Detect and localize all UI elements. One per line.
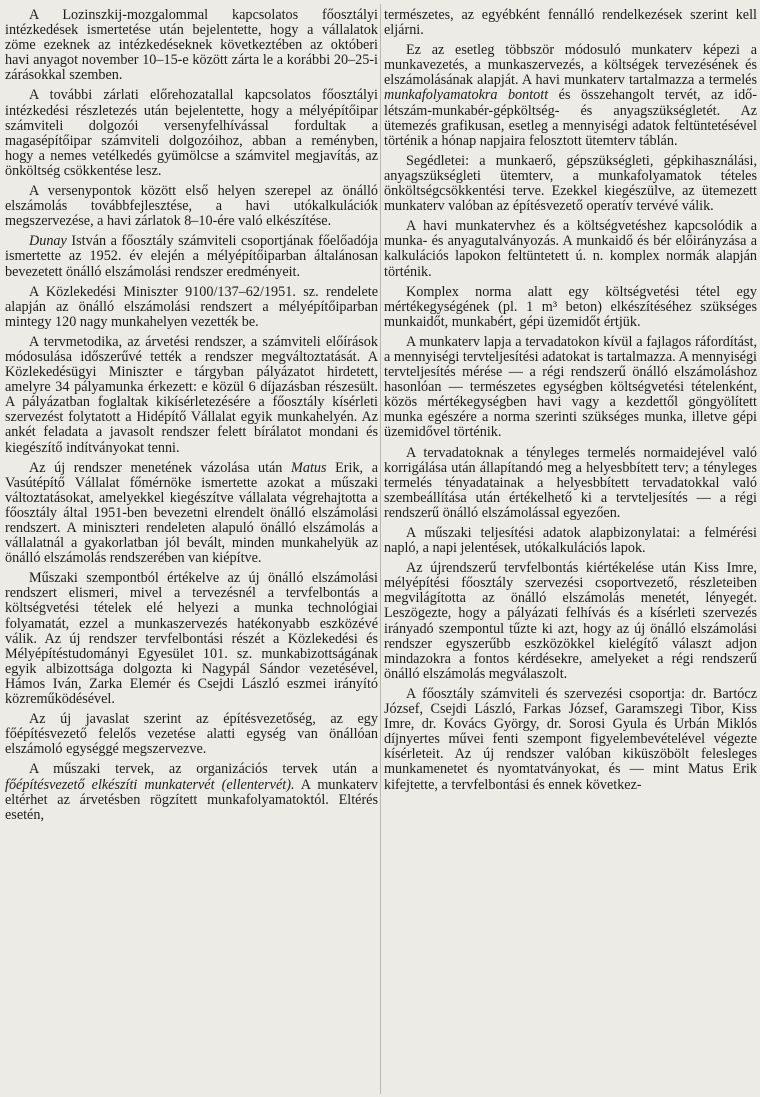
text-run: A további zárlati előrehozatallal kapcsolatos főosztályi intézkedési részletezés után bejelentette, hogy a mélyépítőipar számviteli dolgozói versenyfelhívással fordultak a magasépítőipar számviteli dolgozóihoz, abban a reményben, hogy a nemes vetélkedés gyümölcse a számvitel megjavítás, az önköltség csökkentése lesz. bbox=[5, 87, 378, 179]
paragraph bbox=[5, 461, 378, 567]
paragraph bbox=[5, 184, 378, 229]
text-run: Az új rendszer menetének vázolása után bbox=[29, 459, 292, 476]
text-run: A munkaterv lapja a tervadatokon kívül a fajlagos ráfordítást, a mennyiségi tervteljesítési adatokat is tartalmazza. A mennyiségi tervteljesítés mérése — a régi rendszerű önálló elszámoláshoz hasonlóan — természetes egységben költségvetési tételenként, közös mértékegységben havi vagy a kezdettől göngyölített munka egészére a norma szerinti szükséges munka, illetve gépi üzemidővel történik. bbox=[384, 333, 757, 441]
text-run: István a főosztály számviteli csoportjának főelőadója ismertette az 1952. év elején a mélyépítőiparban általánosan bevezetett önálló elszámolási rendszer eredményeit. bbox=[5, 233, 378, 280]
text-run: Erik, a Vasútépítő Vállalat főmérnöke ismertette azokat a műszaki változtatásokat, amelyekkel kiegészítve vállalata végrehajtotta a főosztály által 1951-ben bevezetni elrendelt önálló elszámolási rendszert. A miniszteri rendeleten alapuló önálló elszámolás a vállalatnál a gyakorlatban jól bevált, minden munkahelyük az önálló elszámolás rendszerében van kiépítve. bbox=[5, 459, 378, 567]
text-run: Komplex norma alatt egy költségvetési tétel egy mértékegységének (pl. 1 m³ beton) elkészítéséhez szükséges munkaidőt, munkabért, gépi üzemidőt értjük. bbox=[384, 283, 757, 330]
left-column bbox=[5, 8, 378, 828]
text-run: természetes, az egyébként fennálló rendelkezések szerint kell eljárni. bbox=[384, 7, 757, 39]
paragraph bbox=[384, 285, 757, 330]
paragraph bbox=[5, 712, 378, 757]
text-run: és összehangolt tervét, az idő-létszám-munkabér-gépköltség- és anyagszükségletét. Az ütemezés grafikusan, esetleg a mennyiségi adatok feltüntetésével történik a hónap napjaira felosztott ütemterv táblán. bbox=[384, 87, 757, 149]
text-run: A műszaki tervek, az organizációs tervek után a bbox=[29, 761, 378, 778]
text-run: Segédletei: a munkaerő, gépszükségleti, gépkihasználási, anyagszükségleti ütemterv, a munkafolyamatok tételes önköltségcsökkentési terve. Ezekkel kiegészülve, az ütemezett munkaterv valóban az építésvezető operatív tervévé válik. bbox=[384, 152, 757, 215]
text-run: A műszaki teljesítési adatok alapbizonylatai: a felmérési napló, a napi jelentések, utókalkulációs lapok. bbox=[384, 525, 757, 557]
text-run: A munkaterv eltérhet az árvetésben rögzített munkafolyamatoktól. Eltérés esetén, bbox=[5, 776, 378, 823]
column-divider bbox=[380, 4, 381, 1094]
paragraph bbox=[384, 154, 757, 214]
paragraph bbox=[384, 687, 757, 793]
paragraph bbox=[384, 219, 757, 279]
italic-text-run: Dunay bbox=[29, 233, 67, 250]
italic-text-run: munkafolyamatokra bontott bbox=[384, 87, 549, 104]
text-run: Az újrendszerű tervfelbontás kiértékelése után Kiss Imre, mélyépítési főosztály szervezési csoportvezető, részleteiben megvilágította az önálló elszámolás menetét, lényegét. Leszögezte, hogy a pályázati felhívás és a kísérleti szervezés irányadó szempontul tűzte ki azt, hogy az új önálló elszámolási rendszer egyszerűbb eszközökkel kielégítő választ adjon mindazokra a fontos kérdésekre, amelyeket a régi rendszerű önálló elszámolás megválaszolt. bbox=[384, 560, 757, 682]
text-run: A tervmetodika, az árvetési rendszer, a számviteli előírások módosulása időszerűvé tették a rendszer megváltoztatását. A Közlekedésügyi Miniszter e tárgyban pályázatot hirdetett, amelyre 34 pályamunka érkezett: e közül 6 díjazásban részesült. A pályázatban foglaltak kikísérletezésére a főosztály kísérleti szervezést folytatott a Hidépítő Vállalat egyik munkahelyén. Az ankét feladata a javasolt rendszer felett bírálatot mondani és kiegészítő indítványokat tenni. bbox=[5, 333, 378, 456]
text-run: A tervadatoknak a tényleges termelés normaidejével való korrigálása után állapítandó meg a helyesbbített terv; a tényleges termelés tényadatainak a helyesbbített tervadatokkal való szembeállítása után értékelhető ki a tervteljesítés — a régi rendszerű önálló elszámolással egyezően. bbox=[384, 444, 757, 521]
paragraph bbox=[384, 43, 757, 149]
paragraph bbox=[384, 526, 757, 556]
paragraph bbox=[5, 762, 378, 822]
text-run: Műszaki szempontból értékelve az új önálló elszámolási rendszert elismeri, mivel a tervezésnél a tervfelbontás a költségvetési tételek elé helyezi a munka technológiai folyamatát, ezzel a munkaszervezés hatékonyabb eszközévé válik. Az új rendszer tervfelbontási részét a Közlekedési és Mélyépítéstudományi Egyesület 101. sz. munkabizottságának egyik albizottsága dolgozta ki Nagypál Sándor vezetésével, Hámos Iván, Zarka Elemér és Csejdi László eszmei irányító közreműködésével. bbox=[5, 570, 378, 708]
paragraph bbox=[384, 561, 757, 682]
text-run: Ez az esetleg többször módosuló munkaterv képezi a munkavezetés, a munkaszervezés, a költségek tervezésének és elszámolásának alapját. A havi munkaterv tartalmazza a termelés bbox=[384, 42, 757, 89]
paragraph bbox=[384, 8, 757, 38]
italic-text-run: főépítésvezető elkészíti munkatervét (ellentervét). bbox=[5, 776, 295, 793]
right-column bbox=[384, 8, 757, 798]
text-run: A Lozinszkij-mozgalommal kapcsolatos főosztályi intézkedések ismertetése után bejelentette, hogy a vállalatok zöme ezeknek az intézkedéseknek következtében az októberi havi anyagot november 10–15-e között zárta le a korábbi 20–25-i zárásokkal szemben. bbox=[5, 7, 378, 84]
paragraph bbox=[5, 571, 378, 707]
text-run: A főosztály számviteli és szervezési csoportja: dr. Bartócz József, Csejdi László, Farkas József, Garamszegi Tibor, Kiss Imre, dr. Kovács György, dr. Sorosi Gyula és Urbán Miklós díjnyertes művei fenti szempont figyelembevételével végezte kísérleteit. Az új rendszer valóban kiküszöbölt felesleges munkamenetet és nyomtatványokat, és — mint Matus Erik kifejtette, a tervfelbontási és ennek következ- bbox=[384, 685, 757, 793]
paragraph bbox=[5, 8, 378, 83]
paragraph bbox=[384, 446, 757, 521]
italic-text-run: Matus bbox=[291, 459, 327, 476]
text-run: A havi munkatervhez és a költségvetéshez kapcsolódik a munka- és anyagutalványozás. A munkaidő és bér előirányzása a kalkulációs lapokon feltüntetett ú. n. komplex normák alapján történik. bbox=[384, 218, 757, 280]
paragraph bbox=[5, 335, 378, 456]
text-run: A Közlekedési Miniszter 9100/137–62/1951. sz. rendelete alapján az önálló elszámolási rendszert a mélyépítőiparban mintegy 120 nagy munkahelyen vezették be. bbox=[5, 283, 378, 330]
text-run: A versenypontok között első helyen szerepel az önálló elszámolás továbbfejlesztése, a havi utókalkulációk megszervezése, a havi zárlatok 8–10-ére való elkészítése. bbox=[5, 183, 378, 230]
paragraph bbox=[5, 285, 378, 330]
paragraph bbox=[384, 335, 757, 441]
paragraph bbox=[5, 88, 378, 179]
paragraph bbox=[5, 234, 378, 279]
text-run: Az új javaslat szerint az építésvezetőség, az egy főépítésvezető felelős vezetése alatti egység van önállóan elszámoló egységgé megszervezve. bbox=[5, 711, 378, 758]
